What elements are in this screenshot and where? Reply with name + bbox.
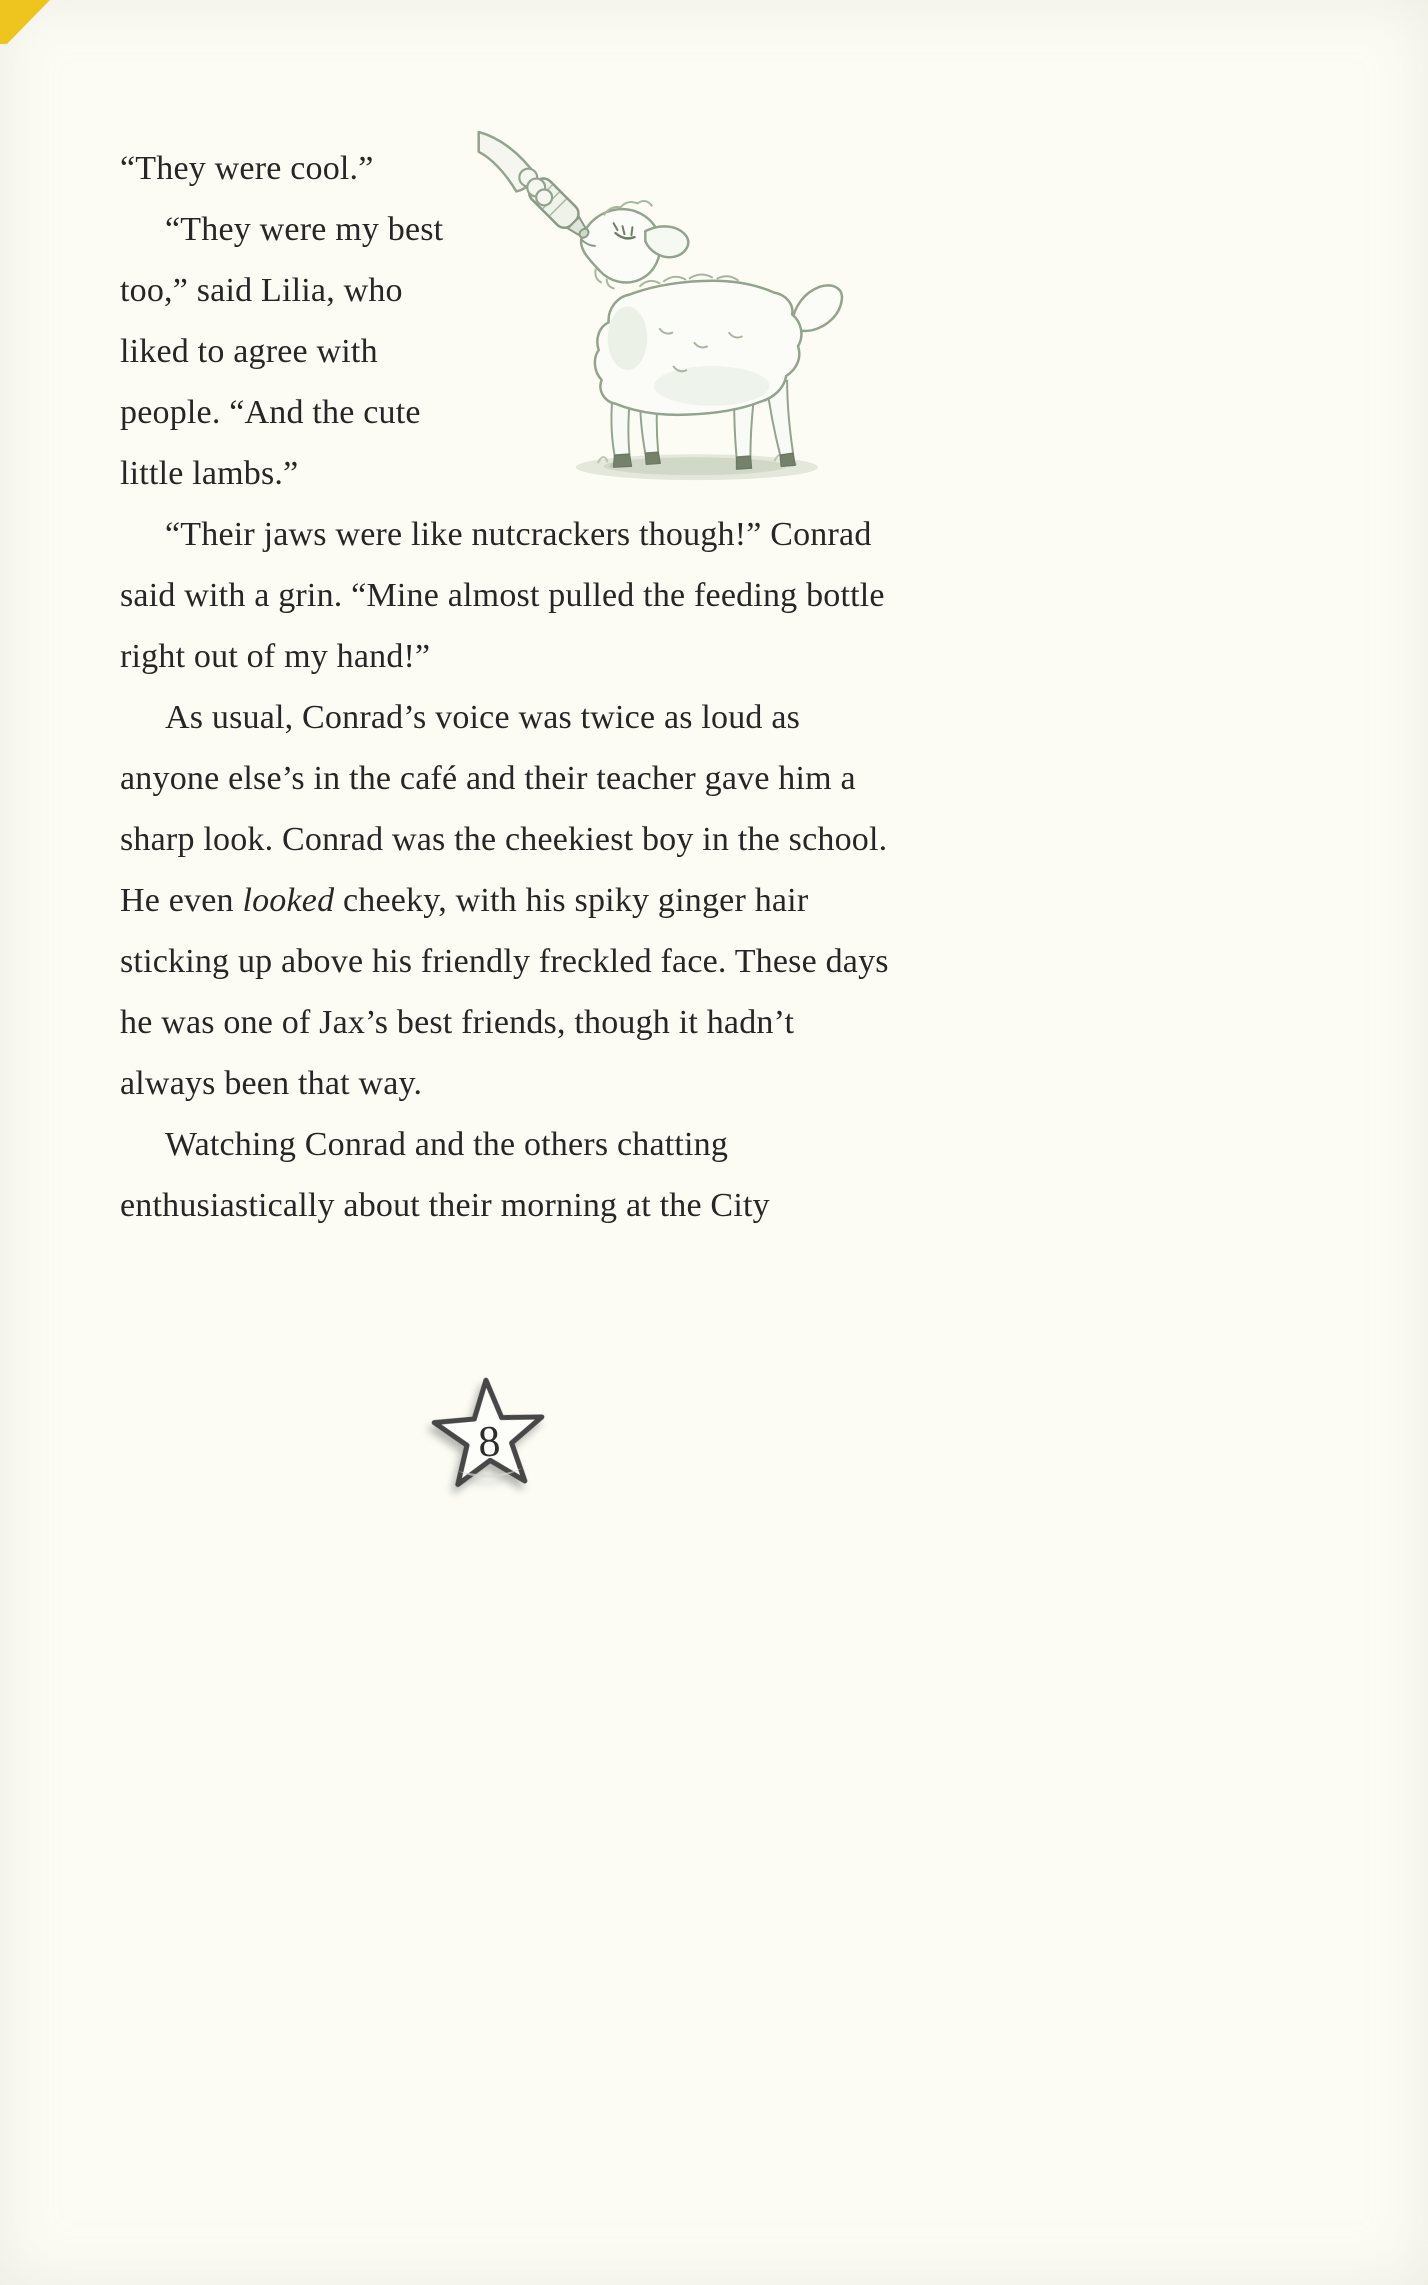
paragraph-4 — [120, 687, 890, 1114]
hand-bottle-feeding-lamb-drawing — [477, 128, 890, 490]
paragraph-3: “Their jaws were like nutcrackers though!” Conrad said with a grin. “Mine almost pulled the feeding bottle right out of my hand!” — [120, 516, 885, 675]
page-number-star — [423, 1369, 556, 1507]
paragraph-2: “They were my best too,” said Lilia, who liked to agree with people. “And the cute little lambs.” — [120, 211, 444, 492]
paragraph-5: Watching Conrad and the others chatting enthusiastically about their morning at the City — [120, 1126, 770, 1224]
paragraph-1: “They were cool.” — [120, 150, 374, 187]
paragraph-4-text-a: As usual, Conrad’s voice was twice as loud as anyone else’s in the café and their teacher gave him a sharp look. Conrad was the cheekiest boy in the school. He even — [120, 699, 888, 919]
paragraph-4-text-b: cheeky, with his spiky ginger hair sticking up above his friendly freckled face. These days he was one of Jax’s best friends, though it hadn’t always been that way. — [120, 882, 889, 1102]
paragraph-4-italic-word: looked — [242, 882, 335, 919]
yellow-corner-mark — [0, 0, 50, 44]
lamb-feeding-illustration — [477, 128, 890, 490]
page-number: 8 — [476, 1415, 502, 1467]
page-content — [120, 0, 890, 1236]
